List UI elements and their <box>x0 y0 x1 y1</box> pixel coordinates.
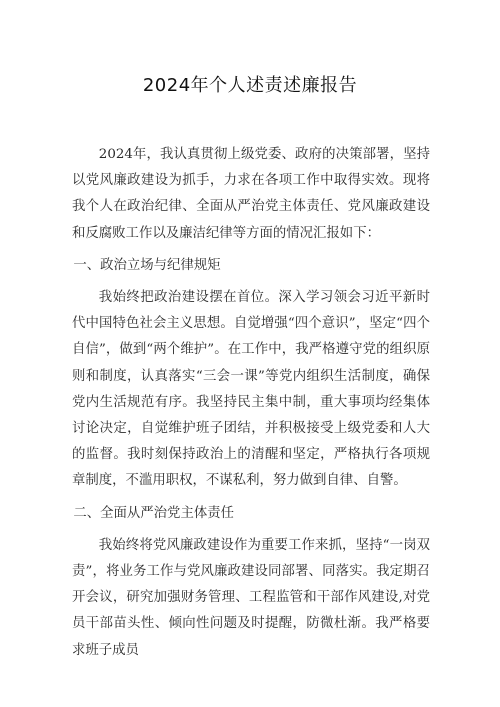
section-heading-2: 二、全面从严治党主体责任 <box>73 505 235 521</box>
document-title: 2024年个人述责述廉报告 <box>142 75 358 96</box>
intro-paragraph: 2024年，我认真贯彻上级党委、政府的决策部署，坚持以党风廉政建设为抓手，力求在各项工作中取得实效。现将我个人在政治纪律、全面从严治党主体责任、党风廉政建设和反腐败工作以及廉洁纪律等方面的情况汇报如下： <box>72 147 430 241</box>
section-body-2: 我始终将党风廉政建设作为重要工作来抓，坚持“一岗双责”，将业务工作与党风廉政建设同部署、同落实。我定期召开会议，研究加强财务管理、工程监管和干部作风建设,对党员干部苗头性、倾向性问题及时提醒，防微杜渐。我严格要求班子成员 <box>72 537 430 658</box>
document-body <box>72 142 430 664</box>
section-body-1: 我始终把政治建设摆在首位。深入学习领会习近平新时代中国特色社会主义思想。自觉增强“四个意识”，坚定“四个自信”，做到“两个维护”。在工作中，我严格遵守党的组织原则和制度，认真落实“三会一课”等党内组织生活制度，确保党内生活规范有序。我坚持民主集中制，重大事项均经集体讨论决定，自觉维护班子团结，并积极接受上级党委和人大的监督。我时刻保持政治上的清醒和坚定，严格执行各项规章制度，不滥用职权，不谋私利，努力做到自律、自警。 <box>72 290 430 489</box>
section-heading-1: 一、政治立场与纪律规矩 <box>73 257 221 273</box>
